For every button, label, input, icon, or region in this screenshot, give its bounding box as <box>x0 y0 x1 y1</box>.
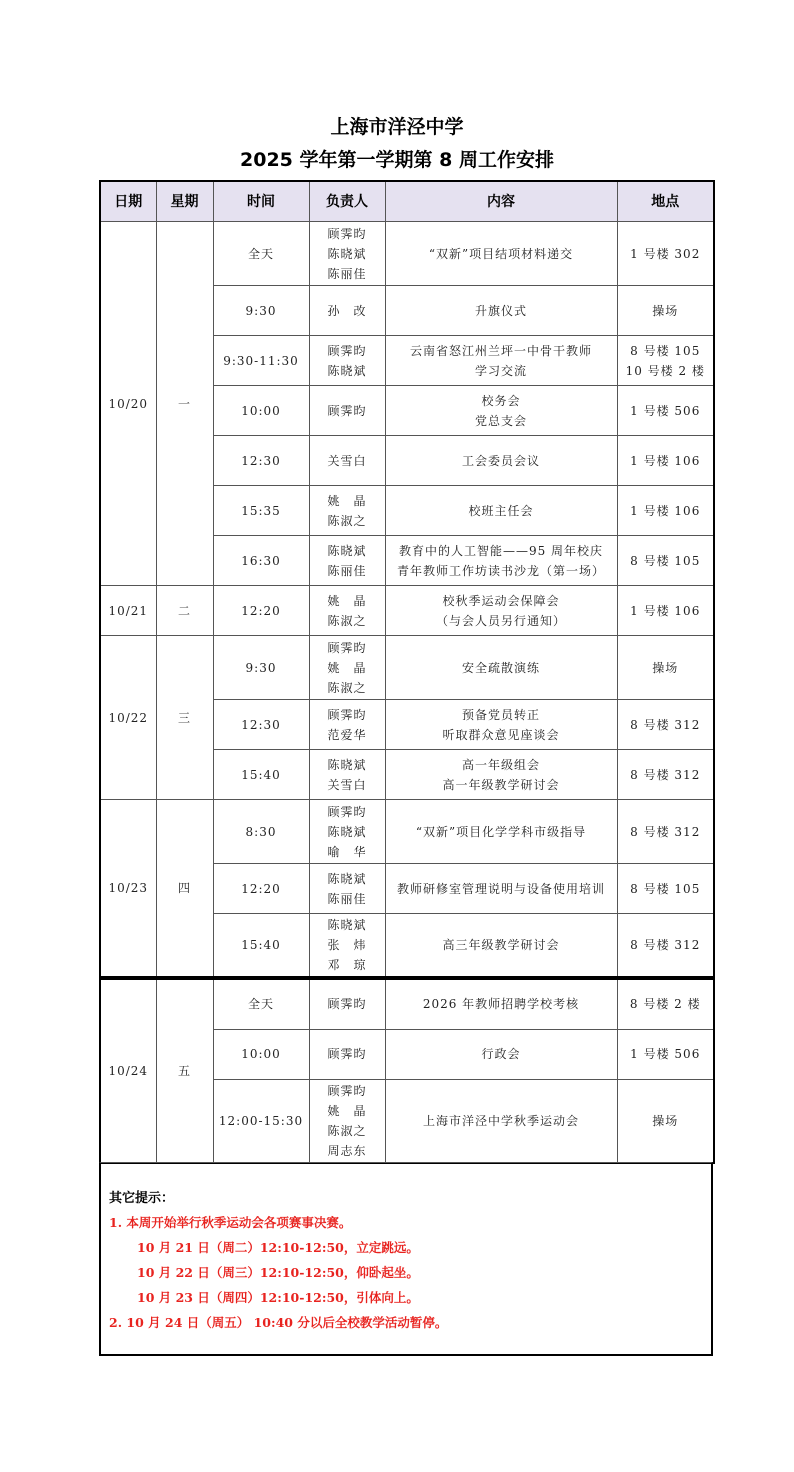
content-cell <box>385 222 617 286</box>
person-name: 顾霁昀 <box>327 640 367 655</box>
person-name: 陈淑之 <box>327 613 367 628</box>
person-name: 陈淑之 <box>327 680 367 695</box>
content-cell <box>385 700 617 750</box>
person-name: 陈丽佳 <box>327 891 367 906</box>
place-line: 8 号楼 105 <box>630 881 701 896</box>
person-name: 顾霁昀 <box>327 226 367 241</box>
person-cell <box>309 286 385 336</box>
time-cell: 9:30 <box>213 286 309 336</box>
content-line: 安全疏散演练 <box>461 660 540 675</box>
place-line: 1 号楼 506 <box>630 403 701 418</box>
place-line: 8 号楼 312 <box>630 717 701 732</box>
place-line: 10 号楼 2 楼 <box>625 363 705 378</box>
weekday-cell: 四 <box>156 800 213 977</box>
header-place: 地点 <box>617 181 714 222</box>
content-cell <box>385 636 617 700</box>
note-line: 10 月 22 日（周三）12:10-12:50，仰卧起坐。 <box>137 1265 419 1280</box>
note-line: 10 月 23 日（周四）12:10-12:50，引体向上。 <box>137 1290 419 1305</box>
time-cell: 12:30 <box>213 436 309 486</box>
content-line: “双新”项目结项材料递交 <box>428 246 574 261</box>
person-name: 顾霁昀 <box>327 403 367 418</box>
place-line: 1 号楼 302 <box>630 246 701 261</box>
person-cell <box>309 750 385 800</box>
note-line: 2. 10 月 24 日（周五） 10:40 分以后全校教学活动暂停。 <box>109 1315 448 1330</box>
time-cell: 15:35 <box>213 486 309 536</box>
person-cell <box>309 636 385 700</box>
place-cell <box>617 486 714 536</box>
schedule-row <box>100 222 714 286</box>
place-cell <box>617 914 714 977</box>
time-cell: 12:30 <box>213 700 309 750</box>
date-cell: 10/21 <box>100 586 156 636</box>
content-line: 校秋季运动会保障会 <box>442 593 560 608</box>
person-name: 陈丽佳 <box>327 563 367 578</box>
content-line: 行政会 <box>481 1047 521 1061</box>
person-name: 顾霁昀 <box>327 1047 367 1061</box>
person-name: 陈晓斌 <box>327 871 367 886</box>
header-date: 日期 <box>100 181 156 222</box>
person-cell <box>309 979 385 1029</box>
place-line: 8 号楼 312 <box>630 937 701 952</box>
time-cell: 10:00 <box>213 1029 309 1079</box>
schedule-table-continued <box>99 978 715 1164</box>
header-person: 负责人 <box>309 181 385 222</box>
person-cell <box>309 914 385 977</box>
time-cell: 全天 <box>213 222 309 286</box>
content-line: 升旗仪式 <box>474 303 527 318</box>
person-cell <box>309 1079 385 1163</box>
person-name: 陈淑之 <box>327 1123 367 1138</box>
person-name: 孙 改 <box>327 303 367 318</box>
content-line: 高一年级教学研讨会 <box>442 777 560 792</box>
content-cell <box>385 486 617 536</box>
schedule-row <box>100 586 714 636</box>
person-name: 邓 琼 <box>327 957 367 972</box>
place-line: 8 号楼 312 <box>630 824 701 839</box>
place-cell <box>617 864 714 914</box>
person-name: 张 炜 <box>327 937 367 952</box>
place-line: 8 号楼 312 <box>630 767 701 782</box>
person-cell <box>309 586 385 636</box>
person-cell <box>309 486 385 536</box>
place-line: 8 号楼 105 <box>630 553 701 568</box>
content-cell <box>385 750 617 800</box>
time-cell: 10:00 <box>213 386 309 436</box>
person-cell <box>309 436 385 486</box>
header-content: 内容 <box>385 181 617 222</box>
time-cell: 12:20 <box>213 586 309 636</box>
content-line: 2026 年教师招聘学校考核 <box>422 997 580 1012</box>
note-line: 10 月 21 日（周二）12:10-12:50，立定跳远。 <box>137 1240 419 1255</box>
person-name: 陈晓斌 <box>327 363 367 378</box>
place-cell <box>617 222 714 286</box>
content-cell <box>385 800 617 864</box>
content-line: 高三年级教学研讨会 <box>442 937 560 952</box>
content-line: 云南省怒江州兰坪一中骨干教师 <box>409 343 592 358</box>
person-name: 关雪白 <box>327 777 367 792</box>
person-cell <box>309 1029 385 1079</box>
date-cell: 10/22 <box>100 636 156 800</box>
weekday-cell: 五 <box>156 979 213 1163</box>
person-name: 陈晓斌 <box>327 824 367 839</box>
note-line: 1. 本周开始举行秋季运动会各项赛事决赛。 <box>109 1215 352 1230</box>
content-line: 教育中的人工智能——95 周年校庆 <box>398 543 604 558</box>
place-cell <box>617 386 714 436</box>
time-cell: 全天 <box>213 979 309 1029</box>
place-cell <box>617 536 714 586</box>
person-name: 姚 晶 <box>327 593 367 608</box>
person-name: 顾霁昀 <box>327 343 367 358</box>
place-line: 操场 <box>652 303 679 318</box>
place-cell <box>617 336 714 386</box>
weekday-cell: 三 <box>156 636 213 800</box>
place-line: 1 号楼 106 <box>630 603 701 618</box>
header-weekday: 星期 <box>156 181 213 222</box>
place-cell <box>617 636 714 700</box>
time-cell: 8:30 <box>213 800 309 864</box>
content-cell <box>385 286 617 336</box>
place-cell <box>617 979 714 1029</box>
schedule-row <box>100 800 714 864</box>
place-line: 操场 <box>652 1113 679 1128</box>
content-cell <box>385 914 617 977</box>
content-cell <box>385 336 617 386</box>
notes-heading: 其它提示： <box>109 1191 175 1206</box>
date-cell: 10/24 <box>100 979 156 1163</box>
content-line: 高一年级组会 <box>461 757 540 772</box>
place-cell <box>617 586 714 636</box>
content-cell <box>385 864 617 914</box>
content-line: 听取群众意见座谈会 <box>442 727 560 742</box>
place-cell <box>617 436 714 486</box>
person-name: 顾霁昀 <box>327 997 367 1012</box>
time-cell: 9:30-11:30 <box>213 336 309 386</box>
place-cell <box>617 286 714 336</box>
content-cell <box>385 386 617 436</box>
person-cell <box>309 700 385 750</box>
person-name: 周志东 <box>327 1143 367 1158</box>
time-cell: 12:20 <box>213 864 309 914</box>
person-cell <box>309 336 385 386</box>
schedule-table <box>99 180 715 978</box>
place-line: 8 号楼 2 楼 <box>629 997 701 1012</box>
person-cell <box>309 800 385 864</box>
person-name: 关雪白 <box>327 453 367 468</box>
content-cell <box>385 1079 617 1163</box>
content-cell <box>385 436 617 486</box>
place-cell <box>617 700 714 750</box>
person-name: 陈晓斌 <box>327 757 367 772</box>
person-cell <box>309 536 385 586</box>
schedule-row <box>100 636 714 700</box>
time-cell: 9:30 <box>213 636 309 700</box>
time-cell: 12:00-15:30 <box>213 1079 309 1163</box>
person-name: 陈晓斌 <box>327 246 367 261</box>
person-name: 陈淑之 <box>327 513 367 528</box>
weekday-cell: 二 <box>156 586 213 636</box>
content-line: 校务会 <box>481 393 521 408</box>
person-name: 陈丽佳 <box>327 266 367 281</box>
content-line: 党总支会 <box>474 413 527 428</box>
content-cell <box>385 1029 617 1079</box>
place-cell <box>617 1029 714 1079</box>
person-cell <box>309 386 385 436</box>
notes-panel <box>99 1162 713 1356</box>
content-cell <box>385 536 617 586</box>
place-line: 1 号楼 106 <box>630 503 701 518</box>
person-name: 喻 华 <box>327 844 367 859</box>
date-cell: 10/20 <box>100 222 156 586</box>
time-cell: 15:40 <box>213 750 309 800</box>
place-line: 操场 <box>652 660 679 675</box>
time-cell: 16:30 <box>213 536 309 586</box>
person-cell <box>309 864 385 914</box>
content-line: 工会委员会议 <box>461 453 540 468</box>
content-line: 上海市洋泾中学秋季运动会 <box>422 1113 579 1128</box>
content-line: “双新”项目化学学科市级指导 <box>415 824 587 839</box>
header-row <box>100 181 714 222</box>
place-cell <box>617 800 714 864</box>
page-title: 上海市洋泾中学 <box>330 116 464 138</box>
content-line: 青年教师工作坊读书沙龙（第一场） <box>396 563 605 578</box>
page-subtitle: 2025 学年第一学期第 8 周工作安排 <box>240 149 554 171</box>
date-cell: 10/23 <box>100 800 156 977</box>
person-name: 姚 晶 <box>327 1103 367 1118</box>
place-line: 8 号楼 105 <box>630 343 701 358</box>
content-line: 学习交流 <box>474 363 527 378</box>
place-cell <box>617 1079 714 1163</box>
person-name: 顾霁昀 <box>327 707 367 722</box>
content-cell <box>385 586 617 636</box>
place-line: 1 号楼 506 <box>630 1047 701 1061</box>
person-name: 顾霁昀 <box>327 804 367 819</box>
person-name: 顾霁昀 <box>327 1083 367 1098</box>
header-time: 时间 <box>213 181 309 222</box>
place-line: 1 号楼 106 <box>630 453 701 468</box>
person-name: 陈晓斌 <box>327 543 367 558</box>
place-cell <box>617 750 714 800</box>
person-name: 范爱华 <box>327 727 367 742</box>
content-line: （与会人员另行通知） <box>435 613 566 628</box>
person-name: 姚 晶 <box>327 660 367 675</box>
content-line: 教师研修室管理说明与设备使用培训 <box>396 881 605 896</box>
content-line: 校班主任会 <box>468 503 534 518</box>
content-line: 预备党员转正 <box>461 707 540 722</box>
person-cell <box>309 222 385 286</box>
weekday-cell: 一 <box>156 222 213 586</box>
schedule-row <box>100 979 714 1029</box>
time-cell: 15:40 <box>213 914 309 977</box>
person-name: 陈晓斌 <box>327 917 367 932</box>
person-name: 姚 晶 <box>327 493 367 508</box>
content-cell <box>385 979 617 1029</box>
